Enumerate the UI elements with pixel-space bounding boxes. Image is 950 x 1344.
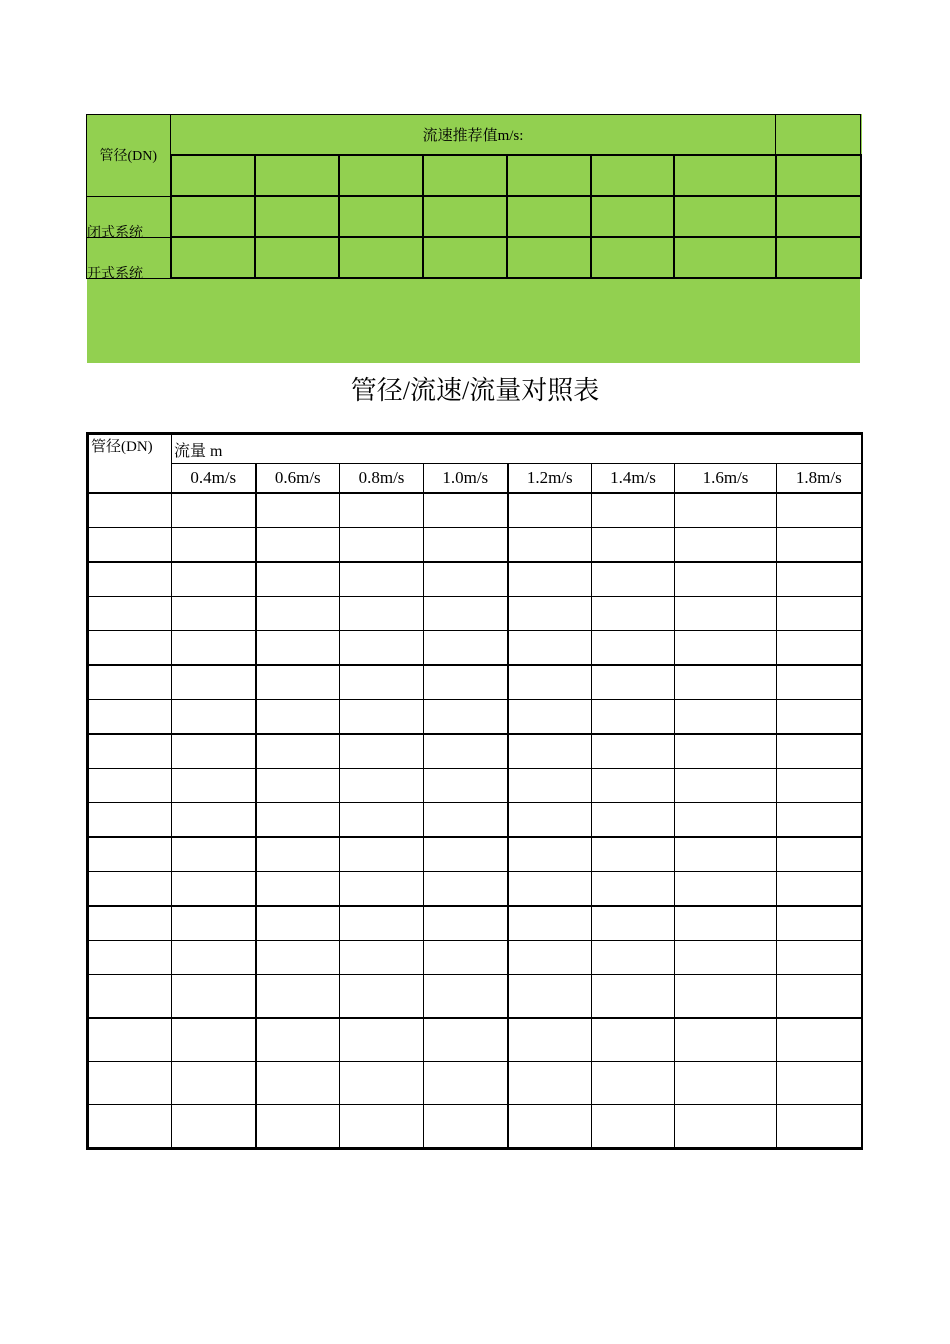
flow-cell <box>508 975 592 1019</box>
flow-cell <box>256 597 340 631</box>
flow-cell <box>675 631 777 666</box>
flow-cell <box>340 803 424 838</box>
flow-cell <box>675 1062 777 1105</box>
flow-cell <box>777 1062 862 1105</box>
velocity-header: 1.6m/s <box>675 464 777 494</box>
velocity-header: 0.8m/s <box>340 464 424 494</box>
table-row <box>88 1018 862 1062</box>
flow-cell <box>340 872 424 907</box>
flow-cell <box>256 1105 340 1149</box>
flow-cell <box>508 872 592 907</box>
flow-cell <box>508 528 592 563</box>
flow-cell <box>256 906 340 941</box>
dn-cell <box>88 493 172 528</box>
flow-cell <box>340 1018 424 1062</box>
flow-cell <box>172 941 256 975</box>
flow-cell <box>172 1018 256 1062</box>
flow-cell <box>592 562 675 597</box>
flow-cell <box>675 975 777 1019</box>
value-cell <box>171 237 255 278</box>
flow-cell <box>675 734 777 769</box>
table-row <box>88 734 862 769</box>
flow-cell <box>256 1062 340 1105</box>
open-system-row <box>87 237 861 278</box>
flow-cell <box>508 562 592 597</box>
recommended-velocity-grid <box>86 114 862 282</box>
dn-cell <box>88 1018 172 1062</box>
table-row <box>88 769 862 803</box>
flow-cell <box>508 1105 592 1149</box>
flow-cell <box>172 872 256 907</box>
velocity-header: 1.4m/s <box>592 464 675 494</box>
dn-cell <box>88 1062 172 1105</box>
flow-cell <box>256 1018 340 1062</box>
flow-cell <box>172 562 256 597</box>
flow-cell <box>256 872 340 907</box>
flow-cell <box>675 769 777 803</box>
flow-cell <box>777 975 862 1019</box>
flow-cell <box>340 837 424 872</box>
flow-cell <box>675 941 777 975</box>
flow-cell <box>592 837 675 872</box>
value-cell <box>339 196 423 237</box>
flow-cell <box>777 872 862 907</box>
speed-cell <box>776 155 861 196</box>
green-band <box>87 279 860 363</box>
flow-cell <box>256 734 340 769</box>
value-cell <box>339 237 423 278</box>
value-cell <box>674 196 776 237</box>
flow-cell <box>340 700 424 735</box>
flow-cell <box>777 528 862 563</box>
dn-cell <box>88 1105 172 1149</box>
flow-cell <box>508 1018 592 1062</box>
dn-cell <box>88 631 172 666</box>
flow-cell <box>675 872 777 907</box>
flow-cell <box>675 700 777 735</box>
flow-cell <box>340 734 424 769</box>
flow-cell <box>340 941 424 975</box>
flow-cell <box>675 528 777 563</box>
flow-cell <box>424 1018 508 1062</box>
flow-cell <box>592 941 675 975</box>
flow-cell <box>592 597 675 631</box>
table-row <box>88 665 862 700</box>
dn-cell <box>88 975 172 1019</box>
dn-cell <box>88 803 172 838</box>
flow-cell <box>777 837 862 872</box>
value-cell <box>674 237 776 278</box>
flow-cell <box>777 562 862 597</box>
velocity-header: 1.2m/s <box>508 464 592 494</box>
flow-cell <box>424 528 508 563</box>
flow-cell <box>340 631 424 666</box>
flow-cell <box>424 631 508 666</box>
value-cell <box>423 237 507 278</box>
closed-system-row <box>87 196 861 237</box>
flow-cell <box>592 975 675 1019</box>
flow-cell <box>777 941 862 975</box>
speed-cell <box>423 155 507 196</box>
flow-cell <box>777 734 862 769</box>
value-cell <box>171 196 255 237</box>
flow-cell <box>256 562 340 597</box>
flow-cell <box>675 665 777 700</box>
flow-cell <box>777 631 862 666</box>
flow-cell <box>256 975 340 1019</box>
table-row <box>88 631 862 666</box>
dn-cell <box>88 906 172 941</box>
table-row <box>88 562 862 597</box>
flow-cell <box>592 906 675 941</box>
flow-cell <box>172 906 256 941</box>
table-row <box>88 1062 862 1105</box>
value-cell <box>423 196 507 237</box>
flow-cell <box>424 597 508 631</box>
flow-cell <box>675 906 777 941</box>
flow-cell <box>592 631 675 666</box>
table-row <box>88 803 862 838</box>
flow-cell <box>777 700 862 735</box>
flow-cell <box>172 528 256 563</box>
flow-cell <box>592 769 675 803</box>
flow-cell <box>340 665 424 700</box>
flow-cell <box>675 1018 777 1062</box>
value-cell <box>776 196 861 237</box>
flow-cell <box>256 837 340 872</box>
velocity-header-row <box>88 464 862 494</box>
flow-cell <box>424 906 508 941</box>
dn-cell <box>88 665 172 700</box>
dn-cell <box>88 769 172 803</box>
dn-cell <box>88 562 172 597</box>
speed-cell <box>674 155 776 196</box>
flow-cell <box>508 837 592 872</box>
flow-cell <box>172 803 256 838</box>
flow-cell <box>508 597 592 631</box>
page-title: 管径/流速/流量对照表 <box>350 376 600 405</box>
flow-cell <box>340 1062 424 1105</box>
flow-cell <box>424 493 508 528</box>
flow-cell <box>592 1018 675 1062</box>
flow-cell <box>777 803 862 838</box>
table-row <box>88 1105 862 1149</box>
table-row <box>88 528 862 563</box>
flow-cell <box>592 528 675 563</box>
dn-cell <box>88 700 172 735</box>
velocity-header: 0.6m/s <box>256 464 340 494</box>
flow-cell <box>424 734 508 769</box>
value-cell <box>776 237 861 278</box>
dn-header-cell <box>88 434 172 494</box>
flow-cell <box>592 1062 675 1105</box>
flow-cell <box>777 1018 862 1062</box>
flow-cell <box>508 493 592 528</box>
flow-cell <box>340 975 424 1019</box>
table-row <box>88 975 862 1019</box>
flow-cell <box>340 528 424 563</box>
flow-table <box>86 432 860 1150</box>
flow-cell <box>424 562 508 597</box>
flow-cell <box>256 528 340 563</box>
flow-cell <box>675 803 777 838</box>
flow-grid <box>86 432 863 1150</box>
value-cell <box>507 196 591 237</box>
flow-cell <box>172 1062 256 1105</box>
speed-title-cell <box>171 115 776 156</box>
flow-cell <box>424 1062 508 1105</box>
flow-cell <box>675 837 777 872</box>
flow-cell <box>256 941 340 975</box>
flow-cell <box>256 493 340 528</box>
flow-cell <box>172 837 256 872</box>
flow-cell <box>508 906 592 941</box>
flow-cell <box>592 493 675 528</box>
velocity-header: 1.0m/s <box>424 464 508 494</box>
flow-header-cell: 流量 m <box>172 434 862 464</box>
dn-cell <box>88 528 172 563</box>
flow-cell <box>424 975 508 1019</box>
dn-cell <box>88 597 172 631</box>
flow-cell <box>340 1105 424 1149</box>
dn-header-cell: 管径(DN) <box>87 115 171 197</box>
flow-cell <box>172 597 256 631</box>
value-cell <box>255 237 339 278</box>
flow-cell <box>172 493 256 528</box>
flow-cell <box>172 975 256 1019</box>
table-row <box>88 906 862 941</box>
flow-cell <box>424 837 508 872</box>
flow-cell <box>424 872 508 907</box>
flow-cell <box>777 597 862 631</box>
flow-cell <box>508 769 592 803</box>
flow-cell <box>256 769 340 803</box>
flow-cell <box>675 562 777 597</box>
speed-cell <box>255 155 339 196</box>
flow-cell <box>777 769 862 803</box>
row-label: 闭式系统 <box>87 196 171 237</box>
flow-cell <box>256 700 340 735</box>
flow-cell <box>424 769 508 803</box>
flow-cell <box>675 1105 777 1149</box>
flow-cell <box>675 493 777 528</box>
flow-cell <box>777 1105 862 1149</box>
flow-cell <box>675 597 777 631</box>
flow-cell <box>424 1105 508 1149</box>
flow-cell <box>424 700 508 735</box>
flow-cell <box>508 631 592 666</box>
flow-cell <box>340 493 424 528</box>
table-row <box>88 941 862 975</box>
flow-cell <box>424 665 508 700</box>
table-row <box>88 493 862 528</box>
flow-cell <box>256 803 340 838</box>
value-cell <box>507 237 591 278</box>
flow-cell <box>256 665 340 700</box>
dn-cell <box>88 734 172 769</box>
flow-cell <box>777 665 862 700</box>
flow-cell <box>340 769 424 803</box>
speed-title-text: 流速推荐值m/s: <box>422 128 524 144</box>
dn-cell <box>88 837 172 872</box>
flow-cell <box>172 734 256 769</box>
flow-cell <box>592 734 675 769</box>
flow-cell <box>172 769 256 803</box>
flow-cell <box>592 665 675 700</box>
velocity-header: 0.4m/s <box>172 464 256 494</box>
flow-cell <box>592 700 675 735</box>
row-label: 开式系统 <box>87 237 171 278</box>
flow-cell <box>777 906 862 941</box>
flow-cell <box>172 1105 256 1149</box>
flow-cell <box>592 872 675 907</box>
flow-cell <box>508 665 592 700</box>
flow-cell <box>508 700 592 735</box>
dn-cell <box>88 872 172 907</box>
flow-cell <box>172 665 256 700</box>
flow-cell <box>424 941 508 975</box>
dn-cell <box>88 941 172 975</box>
table-row <box>88 597 862 631</box>
value-cell <box>591 237 674 278</box>
empty-cell <box>776 115 861 156</box>
table-row <box>88 872 862 907</box>
velocity-header: 1.8m/s <box>777 464 862 494</box>
flow-cell <box>424 803 508 838</box>
flow-cell <box>508 734 592 769</box>
speed-cell <box>591 155 674 196</box>
flow-cell <box>592 1105 675 1149</box>
recommended-velocity-table <box>86 114 860 363</box>
flow-cell <box>172 631 256 666</box>
flow-cell <box>508 1062 592 1105</box>
speed-cell <box>507 155 591 196</box>
speed-cell <box>171 155 255 196</box>
value-cell <box>591 196 674 237</box>
table-row <box>88 700 862 735</box>
flow-cell <box>340 906 424 941</box>
table-row <box>88 837 862 872</box>
flow-cell <box>256 631 340 666</box>
speed-cell <box>339 155 423 196</box>
flow-cell <box>340 597 424 631</box>
dn-header-prefix: 管径(DN) <box>91 439 153 455</box>
flow-cell <box>777 493 862 528</box>
flow-cell <box>340 562 424 597</box>
value-cell <box>255 196 339 237</box>
flow-cell <box>508 941 592 975</box>
flow-cell <box>508 803 592 838</box>
flow-cell <box>172 700 256 735</box>
flow-cell <box>592 803 675 838</box>
